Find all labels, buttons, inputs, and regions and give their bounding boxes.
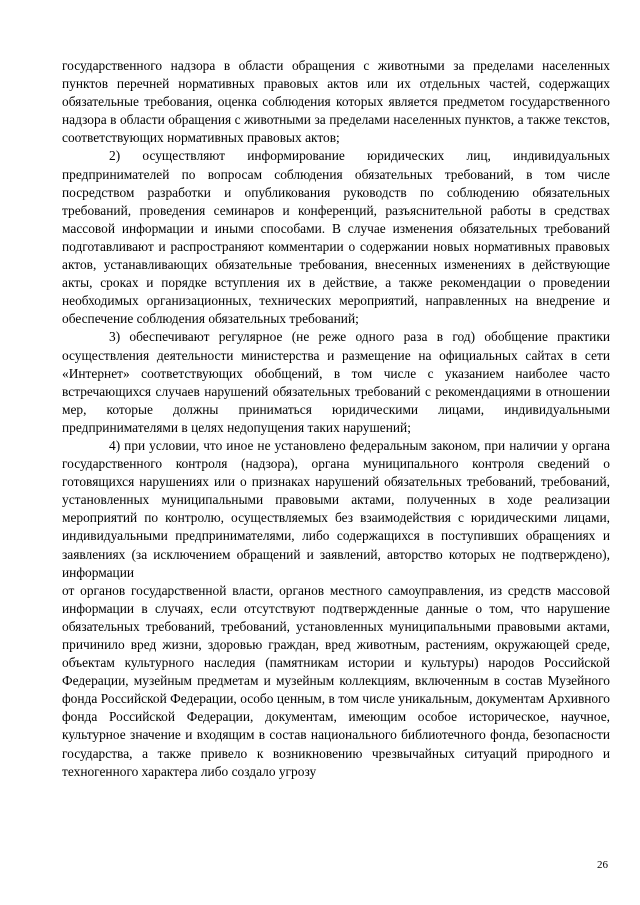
- paragraph-continuation: государственного надзора в области обращения с животными за пределами населенных пунктов перечней нормативных правовых актов или их отдельных частей, содержащих обязательные требования, оценка соблюдения которых является предметом государственного надзора в области обращения с животными за пределами населенных пунктов, а также текстов, соответствующих нормативных правовых актов;: [62, 58, 610, 146]
- paragraph-item-4-continuation: от органов государственной власти, органов местного самоуправления, из средств массовой информации в случаях, если отсутствуют подтвержденные данные о том, что нарушение обязательных требований, требований, установленных муниципальными правовыми актами, причинило вред жизни, здоровью граждан, вред животным, растениям, окружающей среде, объектам культурного наследия (памятникам истории и культуры) народов Российской Федерации, музейным предметам и музейным коллекциям, включенным в состав Музейного фонда Российской Федерации, особо ценным, в том числе уникальным, документам Архивного фонда Российской Федерации, документам, имеющим особое историческое, научное, культурное значение и входящим в состав национального библиотечного фонда, безопасности государства, а также привело к возникновению чрезвычайных ситуаций природного и техногенного характера либо создало угрозу: [62, 582, 610, 779]
- page-number: 26: [597, 859, 608, 871]
- document-page: [62, 57, 610, 781]
- paragraph-item-2: 2) осуществляют информирование юридических лиц, индивидуальных предпринимателей по вопросам соблюдения обязательных требований, в том числе посредством разработки и опубликования руководств по соблюдению обязательных требований, проведения семинаров и конференций, разъяснительной работы в средствах массовой информации и иными способами. В случае изменения обязательных требований подготавливают и распространяют комментарии о содержании новых нормативных правовых актов, устанавливающих обязательные требования, внесенных изменениях в действующие акты, сроках и порядке вступления их в действие, а также рекомендации о проведении необходимых организационных, технических мероприятий, направленных на внедрение и обеспечение соблюдения обязательных требований;: [62, 148, 610, 327]
- paragraph-item-3: 3) обеспечивают регулярное (не реже одного раза в год) обобщение практики осуществления деятельности министерства и размещение на официальных сайтах в сети «Интернет» соответствующих обобщений, в том числе с указанием наиболее часто встречающихся случаев нарушений обязательных требований с рекомендациями в отношении мер, которые должны приниматься юридическими лицами, индивидуальными предпринимателями в целях недопущения таких нарушений;: [62, 329, 610, 435]
- paragraph-item-4: 4) при условии, что иное не установлено федеральным законом, при наличии у органа государственного контроля (надзора), органа муниципального контроля сведений о готовящихся нарушениях или о признаках нарушений обязательных требований, требований, установленных муниципальными правовыми актами, полученных в ходе реализации мероприятий по контролю, осуществляемых без взаимодействия с юридическими лицами, индивидуальными предпринимателями, либо содержащихся в поступивших обращениях и заявлениях (за исключением обращений и заявлений, авторство которых не подтверждено), информации: [62, 437, 610, 580]
